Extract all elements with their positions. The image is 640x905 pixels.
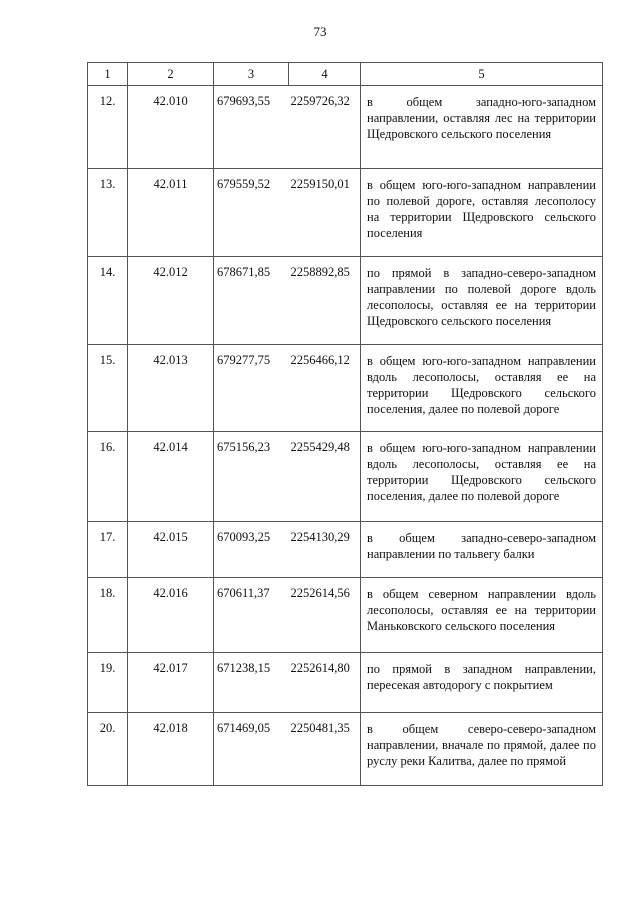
row-number: 13. [88,169,128,257]
row-number: 16. [88,432,128,522]
boundary-description: по прямой в западно-северо-западном направлении по полевой дороге вдоль лесополосы, оставляя ее на территории Щедровского сельского поселения [361,257,603,345]
coordinate-y: 2252614,56 [289,578,361,653]
boundary-description: в общем юго-юго-западном направлении по полевой дороге, оставляя лесополосу на территории Щедровского сельского поселения [361,169,603,257]
coordinate-y: 2256466,12 [289,345,361,432]
coordinate-x: 670093,25 [214,522,289,578]
point-code: 42.010 [128,86,214,169]
coordinate-x: 679693,55 [214,86,289,169]
table-row [88,257,603,345]
coordinate-x: 671238,15 [214,653,289,713]
coordinate-y: 2255429,48 [289,432,361,522]
col-header-3: 3 [214,63,289,86]
coordinate-x: 679277,75 [214,345,289,432]
coordinate-y: 2254130,29 [289,522,361,578]
boundary-description: в общем юго-юго-западном направлении вдоль лесополосы, оставляя ее на территории Щедровского сельского поселения, далее по полевой дороге [361,432,603,522]
row-number: 18. [88,578,128,653]
coordinate-x: 678671,85 [214,257,289,345]
point-code: 42.011 [128,169,214,257]
point-code: 42.016 [128,578,214,653]
coordinate-y: 2259150,01 [289,169,361,257]
boundary-description: в общем северо-северо-западном направлении, вначале по прямой, далее по руслу реки Калитва, далее по прямой [361,713,603,786]
row-number: 12. [88,86,128,169]
boundary-description: в общем северном направлении вдоль лесополосы, оставляя ее на территории Маньковского сельского поселения [361,578,603,653]
coordinate-x: 671469,05 [214,713,289,786]
page-number: 73 [313,24,327,39]
col-header-5: 5 [361,63,603,86]
coordinate-y: 2258892,85 [289,257,361,345]
boundary-description: в общем юго-юго-западном направлении вдоль лесополосы, оставляя ее на территории Щедровского сельского поселения, далее по полевой дороге [361,345,603,432]
row-number: 17. [88,522,128,578]
boundary-description: по прямой в западном направлении, пересекая автодорогу с покрытием [361,653,603,713]
row-number: 19. [88,653,128,713]
table-row [88,578,603,653]
table-row [88,653,603,713]
col-header-2: 2 [128,63,214,86]
row-number: 20. [88,713,128,786]
boundary-description: в общем западно-северо-западном направлении по тальвегу балки [361,522,603,578]
point-code: 42.017 [128,653,214,713]
row-number: 15. [88,345,128,432]
coordinate-y: 2259726,32 [289,86,361,169]
table-row [88,432,603,522]
col-header-4: 4 [289,63,361,86]
header-row [88,63,603,86]
table-row [88,522,603,578]
table-row [88,86,603,169]
coordinate-x: 670611,37 [214,578,289,653]
point-code: 42.012 [128,257,214,345]
coordinate-y: 2252614,80 [289,653,361,713]
coordinate-y: 2250481,35 [289,713,361,786]
boundary-table [87,62,603,786]
table-row [88,713,603,786]
point-code: 42.014 [128,432,214,522]
col-header-1: 1 [88,63,128,86]
point-code: 42.015 [128,522,214,578]
row-number: 14. [88,257,128,345]
boundary-description: в общем западно-юго-западном направлении, оставляя лес на территории Щедровского сельского поселения [361,86,603,169]
point-code: 42.013 [128,345,214,432]
table-row [88,169,603,257]
point-code: 42.018 [128,713,214,786]
table-row [88,345,603,432]
coordinate-x: 675156,23 [214,432,289,522]
coordinate-x: 679559,52 [214,169,289,257]
